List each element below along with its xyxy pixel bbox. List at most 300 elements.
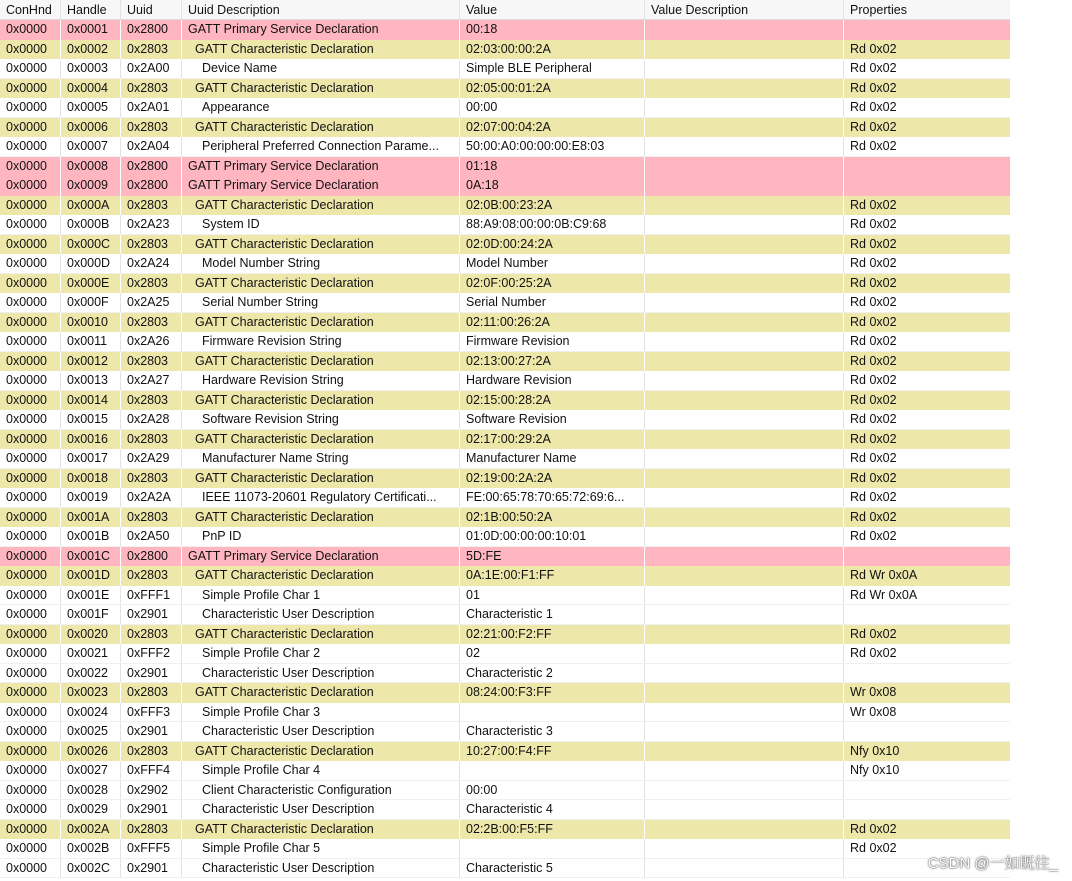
cell-conhnd: 0x0000 xyxy=(0,371,61,390)
cell-properties: Rd 0x02 xyxy=(850,236,897,251)
cell-value: 02:0B:00:23:2A xyxy=(460,196,645,216)
cell-properties: Rd 0x02 xyxy=(850,119,897,134)
cell-uuid-description: GATT Characteristic Declaration xyxy=(182,566,460,586)
cell-value-description xyxy=(645,215,844,234)
cell-conhnd: 0x0000 xyxy=(0,274,61,294)
cell-conhnd: 0x0000 xyxy=(0,644,61,663)
table-row[interactable] xyxy=(0,547,1010,567)
table-row[interactable] xyxy=(0,820,1010,840)
cell-value-description xyxy=(645,332,844,351)
column-header-uuid-description[interactable]: Uuid Description xyxy=(182,0,460,19)
table-row[interactable] xyxy=(0,605,1010,625)
cell-uuid: 0x2901 xyxy=(121,859,182,878)
table-row[interactable] xyxy=(0,410,1010,430)
cell-value-description xyxy=(645,859,844,878)
table-row[interactable] xyxy=(0,839,1010,859)
cell-properties: Rd 0x02 xyxy=(850,431,897,446)
cell-value-description xyxy=(645,157,844,177)
table-row[interactable] xyxy=(0,196,1010,216)
cell-uuid-description: Appearance xyxy=(182,98,460,117)
cell-uuid-description: Simple Profile Char 2 xyxy=(182,644,460,663)
cell-uuid: 0x2800 xyxy=(121,20,182,40)
cell-properties xyxy=(844,722,1010,741)
cell-uuid: 0x2800 xyxy=(121,547,182,567)
cell-uuid-description: GATT Characteristic Declaration xyxy=(182,79,460,99)
cell-uuid: 0xFFF4 xyxy=(121,761,182,780)
cell-value: 00:00 xyxy=(460,98,645,117)
cell-uuid-description: Peripheral Preferred Connection Parame... xyxy=(182,137,460,156)
cell-value: 02:0F:00:25:2A xyxy=(460,274,645,294)
cell-properties: Wr 0x08 xyxy=(850,704,897,719)
cell-conhnd: 0x0000 xyxy=(0,391,61,411)
cell-conhnd: 0x0000 xyxy=(0,98,61,117)
cell-value-description xyxy=(645,137,844,156)
cell-properties: Rd 0x02 xyxy=(850,256,897,270)
cell-uuid-description: Simple Profile Char 4 xyxy=(182,761,460,780)
table-row[interactable] xyxy=(0,293,1010,313)
cell-value-description xyxy=(645,839,844,858)
table-row[interactable] xyxy=(0,683,1010,703)
cell-uuid-description: GATT Characteristic Declaration xyxy=(182,742,460,762)
cell-handle: 0x0025 xyxy=(61,722,121,741)
cell-uuid-description: GATT Characteristic Declaration xyxy=(182,469,460,489)
cell-properties: Nfy 0x10 xyxy=(850,763,900,777)
cell-uuid-description: Simple Profile Char 1 xyxy=(182,586,460,605)
cell-handle: 0x0023 xyxy=(61,683,121,703)
cell-conhnd: 0x0000 xyxy=(0,430,61,450)
cell-value: 02:17:00:29:2A xyxy=(460,430,645,450)
cell-uuid: 0x2803 xyxy=(121,683,182,703)
cell-conhnd: 0x0000 xyxy=(0,586,61,605)
cell-value-description xyxy=(645,508,844,528)
cell-uuid: 0x2803 xyxy=(121,508,182,528)
table-row[interactable] xyxy=(0,79,1010,99)
cell-properties: Rd 0x02 xyxy=(850,529,897,543)
cell-uuid: 0x2803 xyxy=(121,820,182,840)
cell-uuid-description: GATT Characteristic Declaration xyxy=(182,40,460,60)
cell-handle: 0x0002 xyxy=(61,40,121,60)
cell-uuid-description: Characteristic User Description xyxy=(182,800,460,819)
cell-value-description xyxy=(645,391,844,411)
cell-handle: 0x0006 xyxy=(61,118,121,138)
cell-uuid: 0x2803 xyxy=(121,625,182,645)
cell-properties: Rd 0x02 xyxy=(850,821,897,836)
cell-value-description xyxy=(645,547,844,567)
table-row[interactable] xyxy=(0,352,1010,372)
cell-value: 0A:1E:00:F1:FF xyxy=(460,566,645,586)
cell-properties: Rd 0x02 xyxy=(850,392,897,407)
table-row[interactable] xyxy=(0,40,1010,60)
cell-uuid: 0x2A26 xyxy=(121,332,182,351)
cell-handle: 0x0028 xyxy=(61,781,121,800)
table-row[interactable] xyxy=(0,625,1010,645)
cell-value-description xyxy=(645,98,844,117)
cell-uuid-description: GATT Characteristic Declaration xyxy=(182,118,460,138)
cell-value-description xyxy=(645,196,844,216)
cell-handle: 0x001E xyxy=(61,586,121,605)
cell-uuid: 0x2800 xyxy=(121,176,182,196)
cell-handle: 0x0004 xyxy=(61,79,121,99)
cell-conhnd: 0x0000 xyxy=(0,118,61,138)
table-row[interactable] xyxy=(0,664,1010,684)
cell-uuid: 0x2901 xyxy=(121,664,182,683)
cell-value: 00:18 xyxy=(460,20,645,40)
table-row[interactable] xyxy=(0,59,1010,79)
cell-properties: Rd 0x02 xyxy=(850,451,897,465)
cell-uuid-description: GATT Characteristic Declaration xyxy=(182,625,460,645)
cell-value: Characteristic 2 xyxy=(460,664,645,683)
column-header-properties[interactable]: Properties xyxy=(850,3,907,17)
cell-conhnd: 0x0000 xyxy=(0,820,61,840)
table-row[interactable] xyxy=(0,371,1010,391)
table-row[interactable] xyxy=(0,449,1010,469)
cell-uuid-description: Device Name xyxy=(182,59,460,78)
cell-properties: Rd 0x02 xyxy=(850,509,897,524)
cell-handle: 0x0026 xyxy=(61,742,121,762)
cell-properties: Rd 0x02 xyxy=(850,412,897,426)
cell-value: FE:00:65:78:70:65:72:69:6... xyxy=(460,488,645,507)
cell-uuid-description: Firmware Revision String xyxy=(182,332,460,351)
cell-uuid: 0x2A2A xyxy=(121,488,182,507)
cell-uuid-description: Model Number String xyxy=(182,254,460,273)
cell-conhnd: 0x0000 xyxy=(0,449,61,468)
cell-conhnd: 0x0000 xyxy=(0,196,61,216)
table-row[interactable] xyxy=(0,430,1010,450)
cell-conhnd: 0x0000 xyxy=(0,703,61,722)
cell-properties: Rd 0x02 xyxy=(850,646,897,660)
cell-value: Model Number xyxy=(460,254,645,273)
cell-uuid: 0x2A29 xyxy=(121,449,182,468)
cell-value: 02:11:00:26:2A xyxy=(460,313,645,333)
table-row[interactable] xyxy=(0,137,1010,157)
cell-value-description xyxy=(645,430,844,450)
cell-uuid: 0xFFF1 xyxy=(121,586,182,605)
cell-conhnd: 0x0000 xyxy=(0,313,61,333)
cell-properties: Wr 0x08 xyxy=(850,685,897,699)
cell-uuid: 0x2803 xyxy=(121,469,182,489)
cell-uuid: 0x2A01 xyxy=(121,98,182,117)
cell-value: 5D:FE xyxy=(460,547,645,567)
cell-conhnd: 0x0000 xyxy=(0,332,61,351)
cell-uuid-description: GATT Primary Service Declaration xyxy=(182,20,460,40)
cell-conhnd: 0x0000 xyxy=(0,137,61,156)
cell-conhnd: 0x0000 xyxy=(0,157,61,177)
cell-value-description xyxy=(645,664,844,683)
cell-uuid: 0x2803 xyxy=(121,79,182,99)
cell-uuid-description: Client Characteristic Configuration xyxy=(182,781,460,800)
cell-conhnd: 0x0000 xyxy=(0,664,61,683)
cell-value-description xyxy=(645,683,844,703)
cell-value-description xyxy=(645,118,844,138)
cell-conhnd: 0x0000 xyxy=(0,215,61,234)
cell-uuid: 0x2803 xyxy=(121,566,182,586)
cell-uuid: 0x2A00 xyxy=(121,59,182,78)
cell-uuid-description: Simple Profile Char 3 xyxy=(182,703,460,722)
cell-uuid: 0x2A24 xyxy=(121,254,182,273)
cell-handle: 0x0022 xyxy=(61,664,121,683)
cell-uuid-description: Manufacturer Name String xyxy=(182,449,460,468)
cell-conhnd: 0x0000 xyxy=(0,761,61,780)
column-header-value-description[interactable]: Value Description xyxy=(645,0,844,19)
cell-handle: 0x000F xyxy=(61,293,121,312)
table-row[interactable] xyxy=(0,488,1010,508)
cell-value-description xyxy=(645,488,844,507)
cell-conhnd: 0x0000 xyxy=(0,742,61,762)
cell-uuid: 0x2A23 xyxy=(121,215,182,234)
table-row[interactable] xyxy=(0,157,1010,177)
cell-uuid: 0x2803 xyxy=(121,40,182,60)
table-row[interactable] xyxy=(0,527,1010,547)
cell-value-description xyxy=(645,586,844,605)
cell-uuid-description: Characteristic User Description xyxy=(182,859,460,878)
cell-value: 02:0D:00:24:2A xyxy=(460,235,645,255)
table-row[interactable] xyxy=(0,391,1010,411)
cell-properties xyxy=(844,605,1010,624)
cell-uuid: 0x2803 xyxy=(121,118,182,138)
cell-uuid: 0x2803 xyxy=(121,235,182,255)
table-row[interactable] xyxy=(0,586,1010,606)
cell-value: Characteristic 3 xyxy=(460,722,645,741)
table-row[interactable] xyxy=(0,332,1010,352)
cell-value-description xyxy=(645,313,844,333)
cell-value: Manufacturer Name xyxy=(460,449,645,468)
cell-uuid-description: GATT Primary Service Declaration xyxy=(182,547,460,567)
cell-uuid: 0x2A28 xyxy=(121,410,182,429)
cell-handle: 0x000C xyxy=(61,235,121,255)
cell-value-description xyxy=(645,605,844,624)
cell-uuid: 0x2902 xyxy=(121,781,182,800)
cell-uuid-description: Characteristic User Description xyxy=(182,605,460,624)
cell-conhnd: 0x0000 xyxy=(0,293,61,312)
cell-properties: Rd 0x02 xyxy=(850,373,897,387)
cell-handle: 0x0011 xyxy=(61,332,121,351)
cell-handle: 0x001C xyxy=(61,547,121,567)
cell-uuid-description: Characteristic User Description xyxy=(182,664,460,683)
cell-handle: 0x0007 xyxy=(61,137,121,156)
cell-handle: 0x0013 xyxy=(61,371,121,390)
cell-handle: 0x0010 xyxy=(61,313,121,333)
cell-uuid-description: GATT Primary Service Declaration xyxy=(182,176,460,196)
cell-handle: 0x0015 xyxy=(61,410,121,429)
table-row[interactable] xyxy=(0,118,1010,138)
cell-handle: 0x0017 xyxy=(61,449,121,468)
cell-handle: 0x001F xyxy=(61,605,121,624)
cell-value-description xyxy=(645,722,844,741)
table-row[interactable] xyxy=(0,859,1010,879)
cell-properties: Rd 0x02 xyxy=(850,626,897,641)
table-row[interactable] xyxy=(0,20,1010,40)
cell-value: 00:00 xyxy=(460,781,645,800)
cell-value-description xyxy=(645,59,844,78)
column-header-uuid[interactable]: Uuid xyxy=(121,0,182,19)
cell-value: 02:19:00:2A:2A xyxy=(460,469,645,489)
cell-properties: Rd 0x02 xyxy=(850,41,897,56)
cell-uuid: 0xFFF3 xyxy=(121,703,182,722)
cell-uuid-description: Software Revision String xyxy=(182,410,460,429)
cell-value-description xyxy=(645,40,844,60)
cell-value: 01 xyxy=(460,586,645,605)
cell-value: 02:03:00:00:2A xyxy=(460,40,645,60)
cell-conhnd: 0x0000 xyxy=(0,566,61,586)
cell-uuid-description: GATT Characteristic Declaration xyxy=(182,235,460,255)
table-row[interactable] xyxy=(0,722,1010,742)
table-row[interactable] xyxy=(0,508,1010,528)
cell-value xyxy=(460,839,645,858)
table-body xyxy=(0,20,1010,878)
cell-handle: 0x0014 xyxy=(61,391,121,411)
cell-properties: Rd 0x02 xyxy=(850,470,897,485)
cell-uuid-description: GATT Characteristic Declaration xyxy=(182,352,460,372)
cell-value: 02:2B:00:F5:FF xyxy=(460,820,645,840)
cell-value: Characteristic 5 xyxy=(460,859,645,878)
cell-value: 01:18 xyxy=(460,157,645,177)
cell-value: 02:05:00:01:2A xyxy=(460,79,645,99)
cell-handle: 0x0019 xyxy=(61,488,121,507)
cell-value: 88:A9:08:00:00:0B:C9:68 xyxy=(460,215,645,234)
cell-handle: 0x0003 xyxy=(61,59,121,78)
cell-uuid: 0x2803 xyxy=(121,352,182,372)
cell-properties xyxy=(844,176,1010,196)
cell-handle: 0x0021 xyxy=(61,644,121,663)
cell-value: 02:13:00:27:2A xyxy=(460,352,645,372)
cell-uuid-description: GATT Characteristic Declaration xyxy=(182,274,460,294)
cell-conhnd: 0x0000 xyxy=(0,683,61,703)
table-row[interactable] xyxy=(0,742,1010,762)
cell-value: Software Revision xyxy=(460,410,645,429)
cell-uuid: 0x2800 xyxy=(121,157,182,177)
table-row[interactable] xyxy=(0,313,1010,333)
cell-value xyxy=(460,761,645,780)
cell-conhnd: 0x0000 xyxy=(0,254,61,273)
table-row[interactable] xyxy=(0,703,1010,723)
cell-value: 02:1B:00:50:2A xyxy=(460,508,645,528)
cell-value-description xyxy=(645,79,844,99)
cell-handle: 0x0020 xyxy=(61,625,121,645)
cell-uuid-description: PnP ID xyxy=(182,527,460,546)
cell-properties: Nfy 0x10 xyxy=(850,743,900,758)
cell-properties xyxy=(844,664,1010,683)
cell-uuid: 0x2A50 xyxy=(121,527,182,546)
column-header-handle[interactable]: Handle xyxy=(61,0,121,19)
cell-conhnd: 0x0000 xyxy=(0,488,61,507)
cell-uuid: 0x2803 xyxy=(121,274,182,294)
cell-value-description xyxy=(645,820,844,840)
cell-conhnd: 0x0000 xyxy=(0,469,61,489)
table-row[interactable] xyxy=(0,644,1010,664)
cell-value: Characteristic 4 xyxy=(460,800,645,819)
cell-handle: 0x0012 xyxy=(61,352,121,372)
table-row[interactable] xyxy=(0,566,1010,586)
cell-handle: 0x000B xyxy=(61,215,121,234)
cell-value: 02:07:00:04:2A xyxy=(460,118,645,138)
table-row[interactable] xyxy=(0,235,1010,255)
cell-properties: Rd 0x02 xyxy=(850,334,897,348)
cell-uuid-description: Serial Number String xyxy=(182,293,460,312)
cell-uuid-description: GATT Characteristic Declaration xyxy=(182,508,460,528)
cell-properties xyxy=(844,781,1010,800)
cell-uuid-description: Hardware Revision String xyxy=(182,371,460,390)
cell-uuid-description: Characteristic User Description xyxy=(182,722,460,741)
cell-value-description xyxy=(645,703,844,722)
cell-handle: 0x001B xyxy=(61,527,121,546)
cell-conhnd: 0x0000 xyxy=(0,859,61,878)
cell-conhnd: 0x0000 xyxy=(0,20,61,40)
table-row[interactable] xyxy=(0,800,1010,820)
cell-value: 0A:18 xyxy=(460,176,645,196)
cell-value-description xyxy=(645,176,844,196)
cell-value: Hardware Revision xyxy=(460,371,645,390)
cell-value: 01:0D:00:00:00:10:01 xyxy=(460,527,645,546)
table-row[interactable] xyxy=(0,176,1010,196)
table-row[interactable] xyxy=(0,98,1010,118)
cell-value-description xyxy=(645,20,844,40)
table-row[interactable] xyxy=(0,215,1010,235)
cell-value-description xyxy=(645,761,844,780)
cell-value: Simple BLE Peripheral xyxy=(460,59,645,78)
cell-conhnd: 0x0000 xyxy=(0,352,61,372)
cell-value-description xyxy=(645,254,844,273)
table-row[interactable] xyxy=(0,781,1010,801)
cell-handle: 0x002C xyxy=(61,859,121,878)
cell-value: 02:15:00:28:2A xyxy=(460,391,645,411)
cell-properties: Rd 0x02 xyxy=(850,139,897,153)
cell-properties: Rd 0x02 xyxy=(850,295,897,309)
cell-value: Characteristic 1 xyxy=(460,605,645,624)
column-header-conhnd[interactable]: ConHnd xyxy=(0,0,61,19)
cell-conhnd: 0x0000 xyxy=(0,781,61,800)
cell-uuid-description: System ID xyxy=(182,215,460,234)
table-row[interactable] xyxy=(0,254,1010,274)
cell-properties: Rd 0x02 xyxy=(850,217,897,231)
table-row[interactable] xyxy=(0,274,1010,294)
cell-conhnd: 0x0000 xyxy=(0,176,61,196)
cell-handle: 0x0009 xyxy=(61,176,121,196)
cell-handle: 0x000A xyxy=(61,196,121,216)
column-header-value[interactable]: Value xyxy=(460,0,645,19)
cell-handle: 0x0008 xyxy=(61,157,121,177)
cell-properties: Rd 0x02 xyxy=(850,80,897,95)
cell-conhnd: 0x0000 xyxy=(0,508,61,528)
cell-uuid-description: GATT Characteristic Declaration xyxy=(182,683,460,703)
cell-conhnd: 0x0000 xyxy=(0,547,61,567)
cell-properties: Rd 0x02 xyxy=(850,100,897,114)
cell-conhnd: 0x0000 xyxy=(0,605,61,624)
cell-value-description xyxy=(645,644,844,663)
cell-value-description xyxy=(645,742,844,762)
cell-value-description xyxy=(645,410,844,429)
table-row[interactable] xyxy=(0,469,1010,489)
table-row[interactable] xyxy=(0,761,1010,781)
cell-handle: 0x002B xyxy=(61,839,121,858)
cell-handle: 0x0027 xyxy=(61,761,121,780)
cell-value-description xyxy=(645,449,844,468)
cell-conhnd: 0x0000 xyxy=(0,79,61,99)
cell-properties: Rd 0x02 xyxy=(850,314,897,329)
cell-uuid-description: GATT Characteristic Declaration xyxy=(182,820,460,840)
cell-uuid: 0x2803 xyxy=(121,391,182,411)
cell-uuid: 0x2803 xyxy=(121,742,182,762)
cell-uuid: 0x2A04 xyxy=(121,137,182,156)
cell-properties: Rd Wr 0x0A xyxy=(850,568,918,582)
cell-conhnd: 0x0000 xyxy=(0,235,61,255)
cell-uuid: 0xFFF2 xyxy=(121,644,182,663)
cell-handle: 0x0016 xyxy=(61,430,121,450)
cell-uuid-description: GATT Characteristic Declaration xyxy=(182,430,460,450)
cell-uuid-description: GATT Characteristic Declaration xyxy=(182,391,460,411)
cell-value: 10:27:00:F4:FF xyxy=(460,742,645,762)
cell-handle: 0x0005 xyxy=(61,98,121,117)
cell-properties: Rd 0x02 xyxy=(850,197,897,212)
